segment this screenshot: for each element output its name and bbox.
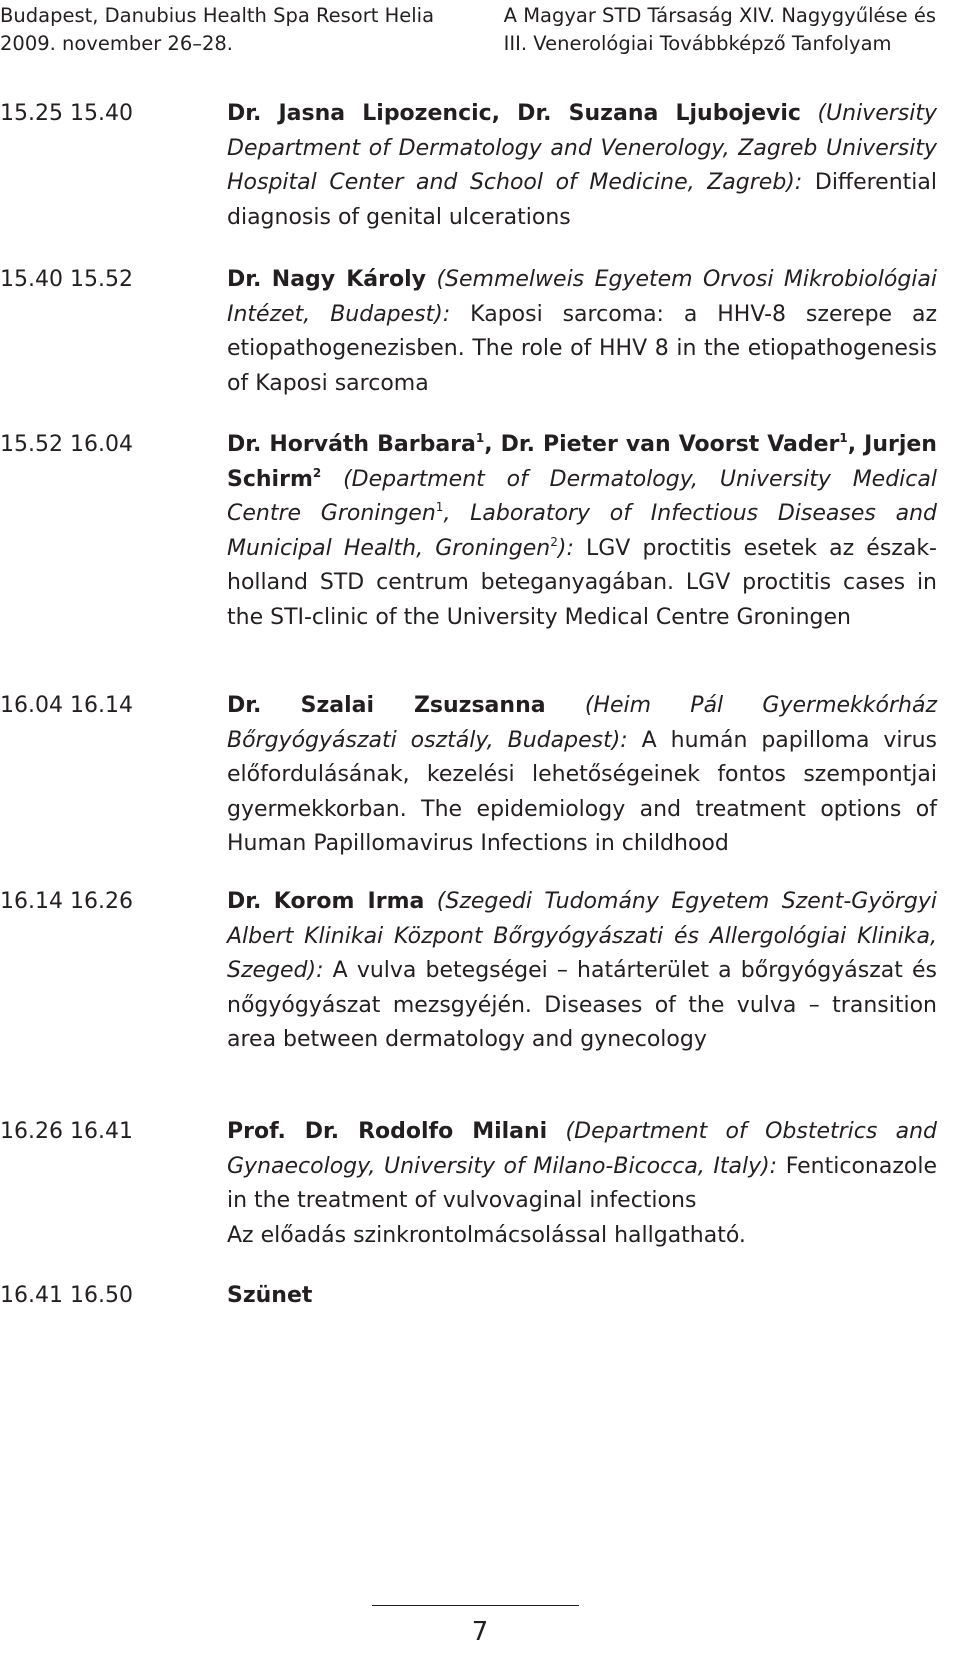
page-number: 7 — [471, 1617, 489, 1647]
program-time: 16.04 16.14 — [0, 693, 133, 718]
header-event — [504, 2, 936, 58]
talk-title: A humán papilloma virus előfordulásának, kezelési lehetőségeinek fontos szempontjai gyermekkorban. The epidemiology and treatment options of Human Papillomavirus Infections in childhood — [227, 727, 937, 856]
speaker-names: Korom Irma — [273, 889, 425, 914]
program-content — [227, 1279, 937, 1314]
interpretation-note: Az előadás szinkrontolmácsolással hallgatható. — [227, 1222, 746, 1248]
talk-title: LGV proctitis esetek az észak-holland STD centrum beteganyagában. LGV proctitis cases in the STI-clinic of the University Medical Centre Groningen — [227, 535, 937, 630]
affiliation-part-3: ): — [557, 535, 574, 561]
affiliation: (Szegedi Tudomány Egyetem Szent-Györgyi Albert Klinikai Központ Bőrgyógyászati és Allergológiai Klinika, Szeged): — [227, 889, 937, 983]
affiliation-marker: 1 — [435, 500, 444, 514]
affiliation-marker: 2 — [550, 534, 558, 549]
speaker-name-2: Dr. Pieter van Voorst Vader — [500, 432, 840, 457]
program-content: Dr. Horváth Barbara$^1$, Dr. Pieter van Voorst Vader$^1$, Jurjen Schirm$^2$ (Department of Dermatology, University Medical Centre Groningen$^1$, Laboratory of Infectious Diseases and Municipal Health, Groningen$^2$): LGV proctitis esetek az észak-holland STD centrum beteganyagában. LGV proctitis cases in the STI-clinic of the University Medical Centre Groningen — [227, 431, 937, 630]
header-venue-line: Budapest, Danubius Health Spa Resort Helia — [0, 4, 435, 27]
speaker-names: Prof. Dr. Rodolfo Milani — [227, 1119, 548, 1144]
speaker-names: Nagy Károly — [271, 267, 426, 292]
program-content — [227, 1115, 937, 1253]
program-time: 15.25 15.40 — [0, 101, 133, 126]
speaker-prefix: Dr. — [227, 889, 262, 914]
program-content — [227, 97, 937, 235]
program-time: 16.26 16.41 — [0, 1119, 133, 1144]
speaker-names: Szalai Zsuzsanna — [300, 693, 546, 718]
affiliation-part-2: , Laboratory of Infectious Diseases and Municipal Health, Groningen — [227, 501, 937, 561]
speaker-prefix: Dr. — [227, 693, 262, 718]
affiliation-marker: 1 — [475, 431, 485, 445]
affiliation-marker: 1 — [839, 431, 848, 445]
speaker-name-3: Jurjen Schirm — [227, 432, 937, 492]
speaker-names: Dr. Jasna Lipozencic, Dr. Suzana Ljubojevic — [227, 101, 801, 126]
talk-title: Differential diagnosis of genital ulcerations — [227, 170, 937, 230]
footer-divider — [372, 1605, 579, 1606]
program-content — [227, 263, 937, 401]
program-time: 15.40 15.52 — [0, 267, 133, 292]
speaker-prefix: Dr. — [227, 267, 262, 292]
talk-title: Fenticonazole in the treatment of vulvovaginal infections — [227, 1153, 937, 1213]
running-header — [0, 2, 960, 62]
program-time: 15.52 16.04 — [0, 432, 133, 457]
header-event-line1: A Magyar STD Társaság XIV. Nagygyűlése és — [503, 4, 936, 27]
program-content — [227, 689, 937, 862]
affiliation: (Heim Pál Gyermekkórház Bőrgyógyászati osztály, Budapest): — [227, 693, 937, 753]
affiliation: (University Department of Dermatology and Venerology, Zagreb University Hospital Center and School of Medicine, Zagreb): — [227, 101, 937, 195]
program-time: 16.14 16.26 — [0, 889, 133, 914]
speaker-name-1: Dr. Horváth Barbara — [227, 432, 476, 457]
header-event-line2: III. Venerológiai Továbbképző Tanfolyam — [503, 32, 892, 55]
affiliation-marker: 2 — [312, 465, 322, 480]
affiliation-part-1: (Department of Dermatology, University Medical Centre Groningen — [227, 466, 937, 526]
affiliation: (Semmelweis Egyetem Orvosi Mikrobiológiai Intézet, Budapest): — [227, 267, 938, 327]
header-date-line: 2009. november 26–28. — [0, 32, 234, 55]
talk-title: Kaposi sarcoma: a HHV-8 szerepe az etiopathogenezisben. The role of HHV 8 in the etiopathogenesis of Kaposi sarcoma — [227, 301, 937, 396]
program-content — [227, 885, 937, 1058]
talk-title: A vulva betegségei – határterület a bőrgyógyászat és nőgyógyászat mezsgyéjén. Diseases of the vulva – transition area between dermatology and gynecology — [227, 958, 938, 1052]
affiliation: (Department of Obstetrics and Gynaecology, University of Milano-Bicocca, Italy): — [227, 1119, 938, 1179]
header-venue — [0, 2, 434, 58]
program-time: 16.41 16.50 — [0, 1283, 133, 1308]
break-label: Szünet — [227, 1283, 313, 1308]
